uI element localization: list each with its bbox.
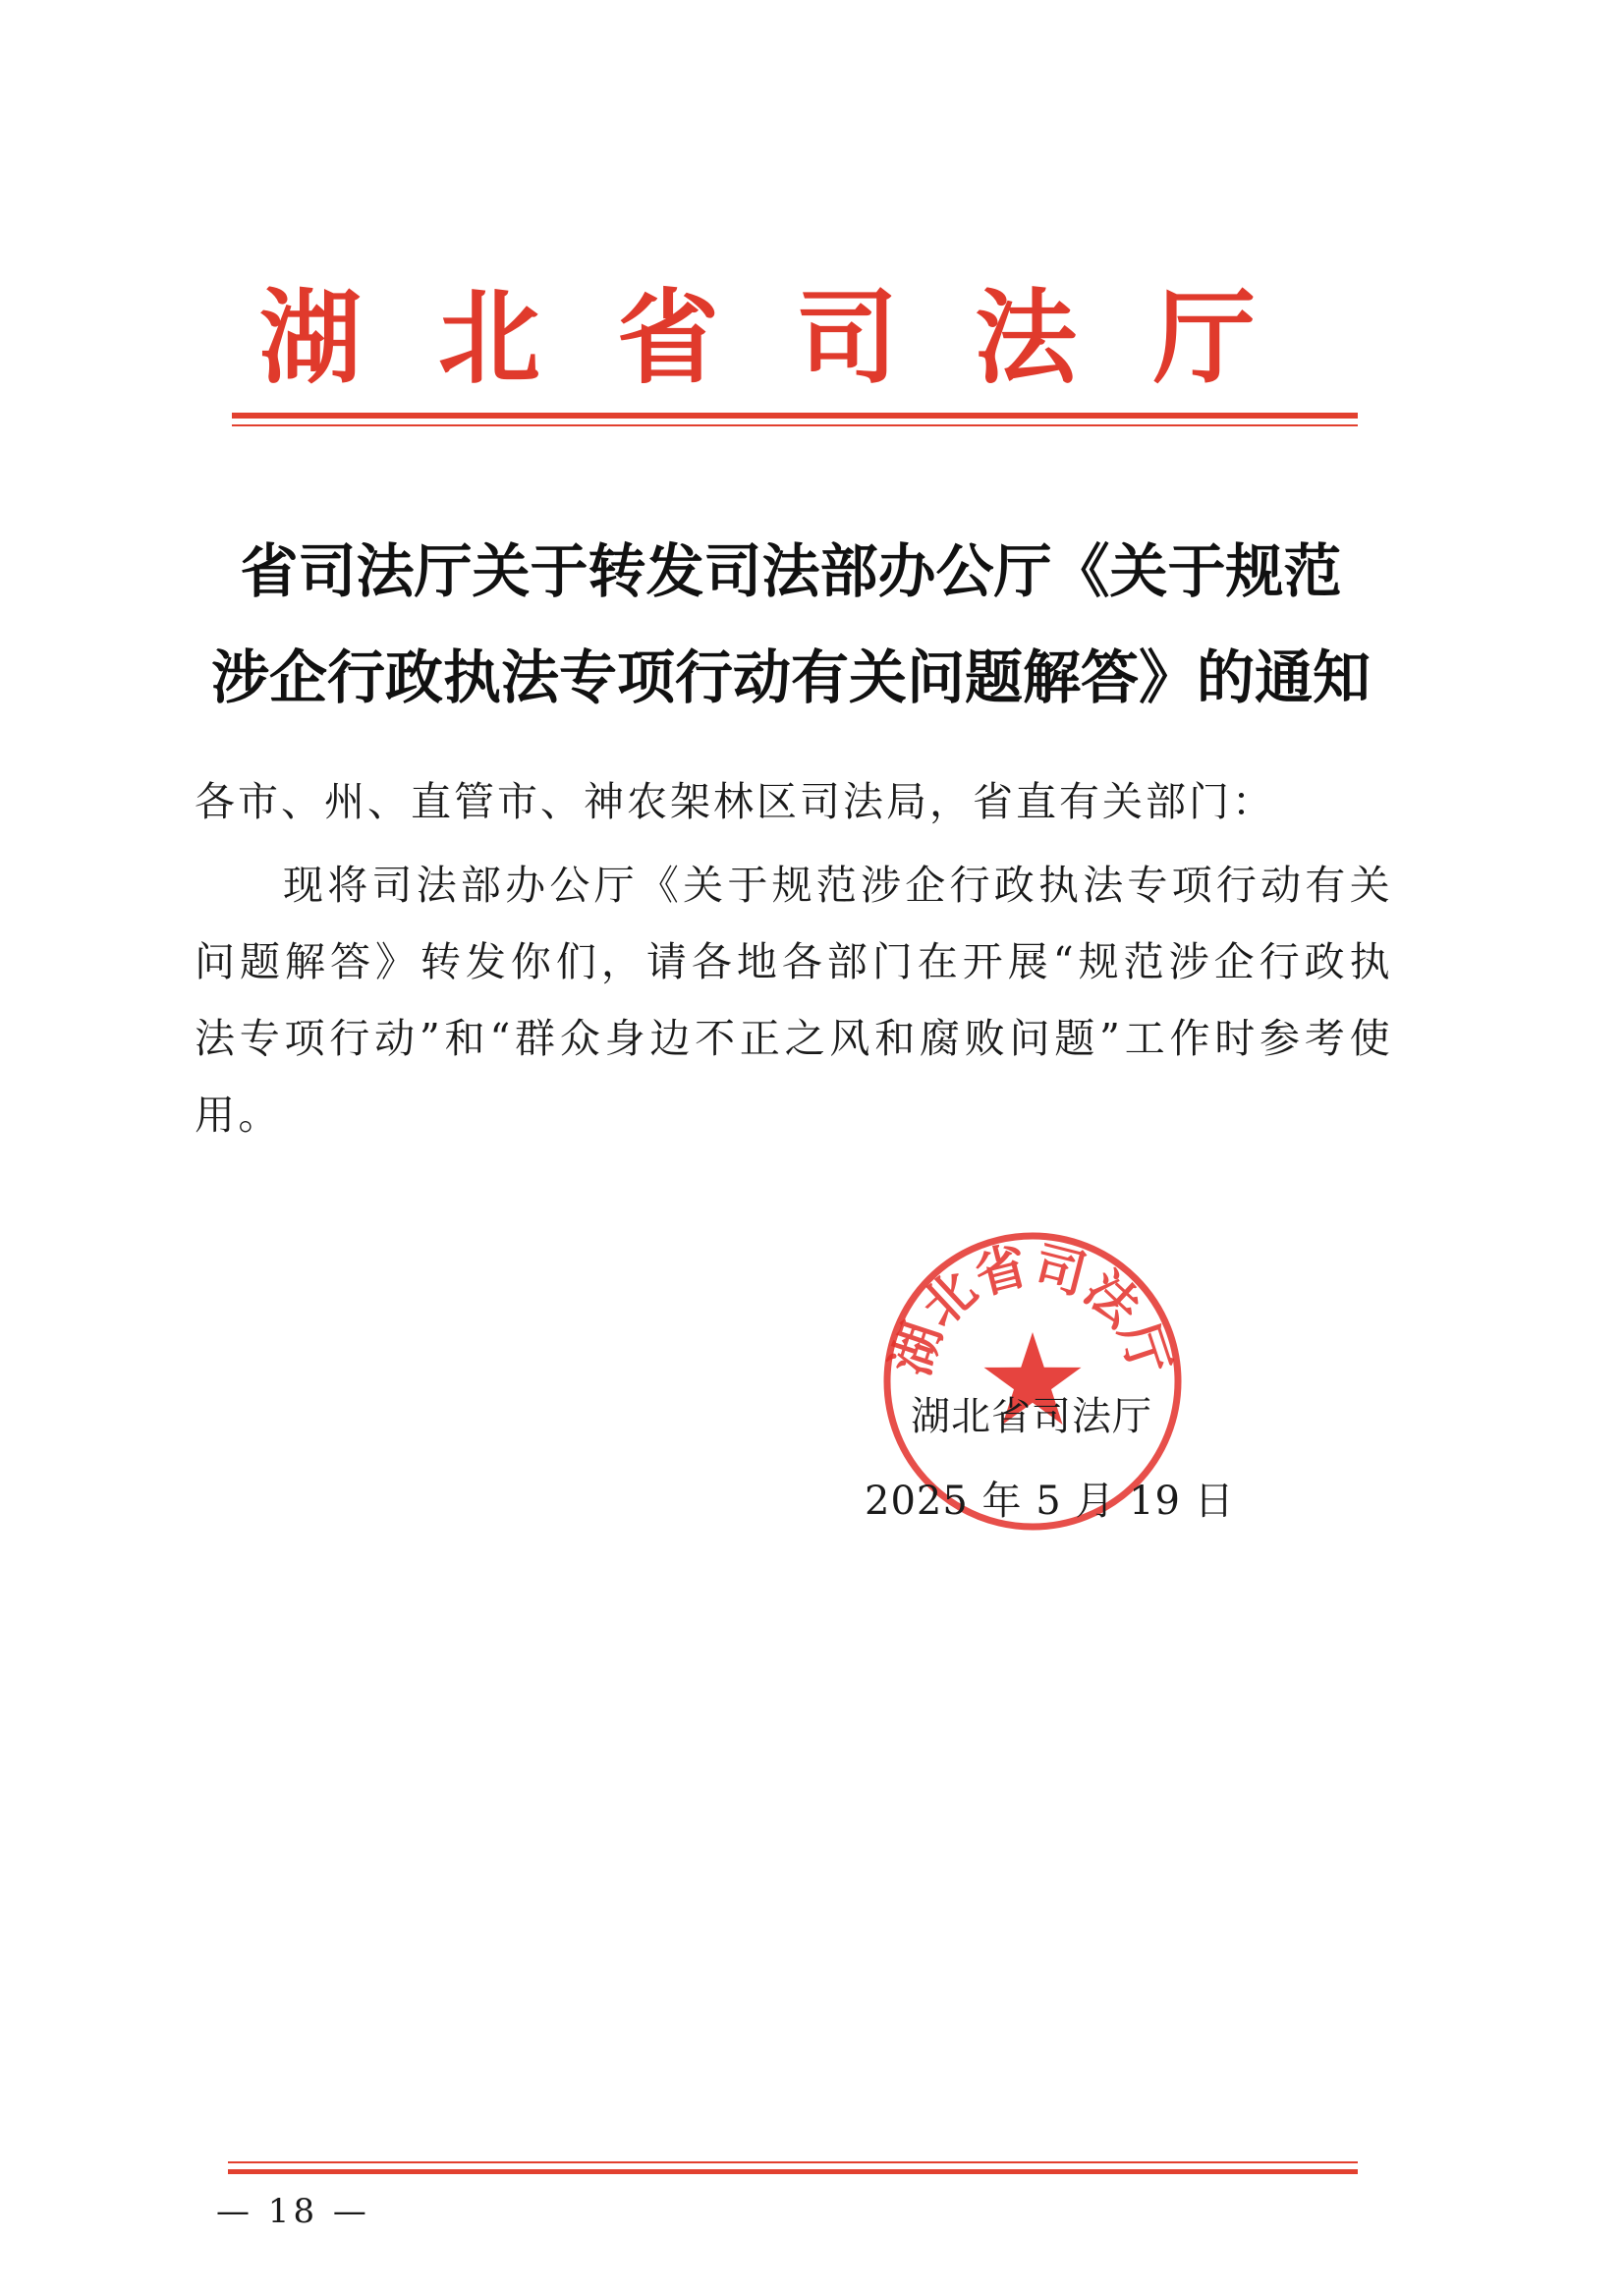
page-number: — 18 — <box>216 2192 370 2231</box>
seal-text: 湖北省司法厅 <box>880 1235 1181 1383</box>
footer-rule-thin <box>228 2161 1358 2163</box>
signer-org: 湖北省司法厅 <box>911 1394 1152 1439</box>
body-paragraph: 现将司法部办公厅《关于规范涉企行政执法专项行动有关问题解答》转发你们，请各地各部门在开展“规范涉企行政执法专项行动”和“群众身边不正之风和腐败问题”工作时参考使用。 <box>195 862 1393 1139</box>
document-title-line-2: 涉企行政执法专项行动有关问题解答》的通知 <box>210 644 1371 711</box>
salutation: 各市、州、直管市、神农架林区司法局，省直有关部门： <box>195 778 1275 825</box>
document-title <box>187 519 1395 731</box>
header-rule-thin <box>232 424 1358 426</box>
header-org-name: 湖北省司法厅 <box>258 277 1332 398</box>
document-title-line-1: 省司法厅关于转发司法部办公厅《关于规范 <box>240 537 1342 605</box>
footer-rule-thick <box>228 2169 1358 2174</box>
header-rule-thick <box>232 413 1358 419</box>
sign-date: 2025 年 5 月 19 日 <box>865 1479 1235 1524</box>
